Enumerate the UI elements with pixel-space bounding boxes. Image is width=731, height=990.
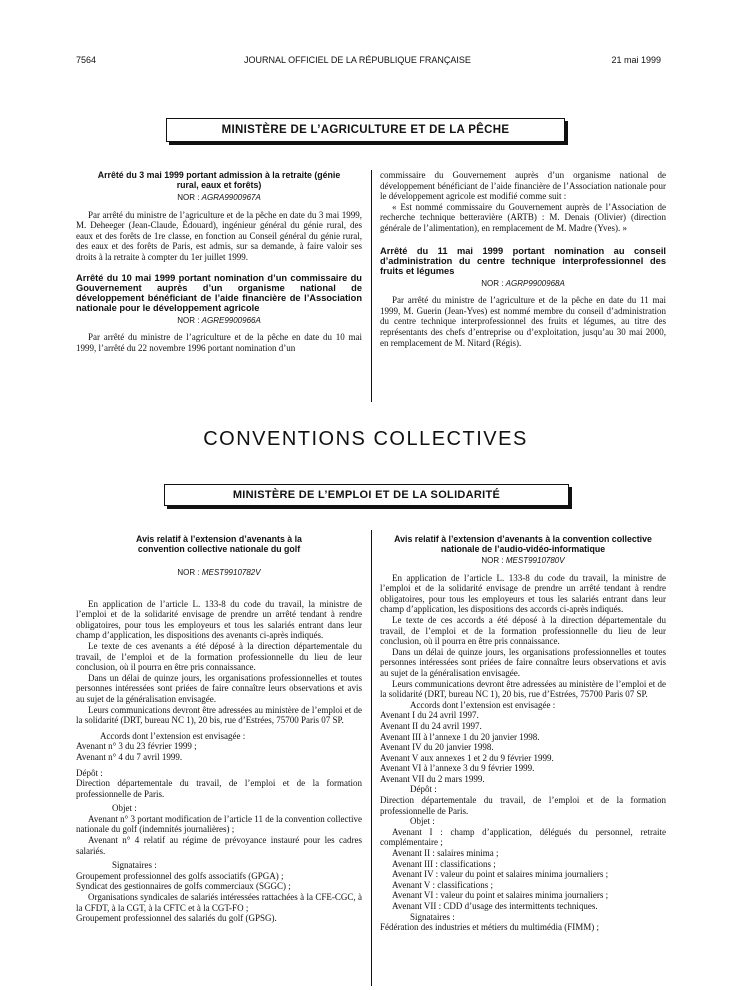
nor-reference [380,556,666,567]
subheading: Dépôt : [76,767,103,778]
arrete-body: Par arrêté du ministre de l’agriculture et de la pêche en date du 10 mai 1999, l’arrêté du 22 novembre 1996 portant nomination d’un [76,332,362,353]
list-item: Avenant II : salaires minima ; [392,848,499,859]
right-column-top [380,170,666,348]
list-item: Avenant n° 3 du 23 février 1999 ; [76,741,197,752]
list-item: Avenant n° 4 du 7 avril 1999. [76,751,183,762]
list-item: Organisations syndicales de salariés intéressées rattachées à la CFE-CGC, à la CFDT, à la CGT, à la CFTC et à la CGT-FO ; [76,892,362,913]
nor-label: NOR : [177,193,200,202]
paragraph: Direction départementale du travail, de l’emploi et de la formation professionnelle de Paris. [380,795,666,816]
list-item: Avenant n° 3 portant modification de l’article 11 de la convention collective nationale du golf (indemnités journalières) ; [76,813,362,835]
paragraph: Leurs communications devront être adressées au ministère de l’emploi et de la solidarité (DRT, bureau NC 1), 20 bis, rue d’Estrées, 75700 Paris 07 SP. [380,678,666,700]
list-item: Avenant V aux annexes 1 et 2 du 9 février 1999. [380,752,554,763]
list-item: Avenant VI : valeur du point et salaires minima journaliers ; [392,890,609,901]
left-column-top [76,170,362,353]
nor-label: NOR : [481,278,504,288]
list-item: Avenant I : champ d’application, délégués du personnel, retraite complémentaire ; [380,826,666,848]
nor-label: NOR : [481,556,504,565]
column-divider [371,170,372,402]
right-column-bottom [380,534,666,933]
list-item: Avenant III : classifications ; [392,858,496,869]
paragraph: Dans un délai de quinze jours, les organisations professionnelles et toutes personnes intéressées sont priées de faire connaître leurs observations et avis au sujet de la généralisation envisagée. [380,646,666,678]
list-item: Avenant VII : CDD d’usage des intermittents techniques. [392,901,598,911]
column-divider [371,530,372,986]
ministry-emploi-heading: MINISTÈRE DE L’EMPLOI ET DE LA SOLIDARITÉ [164,484,569,506]
avis-title: Avis relatif à l’extension d’avenants à la convention collective nationale de l’audio-vidéo-informatique [394,534,652,554]
paragraph: Leurs communications devront être adressées au ministère de l’emploi et de la solidarité (DRT, bureau NC 1), 20 bis, rue d’Estrées, 75700 Paris 07 SP. [76,704,362,726]
paragraph: En application de l’article L. 133-8 du code du travail, la ministre de l’emploi et de la solidarité envisage de prendre un arrêté tendant à rendre obligatoires, pour tous les employeurs et tous les salariés entrant dans leur champ d’application, les dispositions des accords ci-après indiqués. [380,572,666,615]
list-item: Avenant IV : valeur du point et salaires minima journaliers ; [392,869,609,880]
journal-title: JOURNAL OFFICIEL DE LA RÉPUBLIQUE FRANÇAISE [244,55,471,65]
nor-reference [76,568,362,579]
paragraph: En application de l’article L. 133-8 du code du travail, la ministre de l’emploi et de la solidarité envisage de prendre un arrêté tendant à rendre obligatoires, pour tous les employeurs et tous les salariés entrant dans leur champ d’application, les dispositions des avenants ci-après indiqués. [76,598,362,641]
arrete-quote: « Est nommé commissaire du Gouvernement auprès de l’Association de recherche technique betteravière (ARTB) : M. Denais (Olivier) (direction générale de l’alimentation), en remplacement de M. Madre (Yves). » [380,201,666,233]
subheading: Objet : [112,803,137,814]
arrete-body: Par arrêté du ministre de l’agriculture et de la pêche en date du 11 mai 1999, M. Guerin (Jean-Yves) est nommé membre du conseil d’administration du centre technique interprofessionnel des fruits et légumes, au titre des représentants des chefs d’entreprise ou d’exploitation, jusqu’au 30 mai 2000, en remplacement de M. Nitard (Régis). [380,295,666,348]
arrete-title: Arrêté du 11 mai 1999 portant nomination au conseil d’administration du centre technique interprofessionnel des fruits et légumes [380,245,666,276]
list-item: Avenant n° 4 relatif au régime de prévoyance instauré pour les cadres salariés. [76,835,362,856]
list-item: Groupement professionnel des golfs associatifs (GPGA) ; [76,870,284,881]
subheading: Dépôt : [410,784,437,795]
subheading: Accords dont l’extension est envisagée : [410,699,556,710]
paragraph: Dans un délai de quinze jours, les organisations professionnelles et toutes personnes intéressées sont priées de faire connaître leurs observations et avis au sujet de la généralisation envisagée. [76,672,362,704]
nor-code: AGRE9900966A [201,315,261,325]
list-item: Avenant I du 24 avril 1997. [380,710,479,721]
nor-code: MEST9910780V [505,556,565,565]
nor-code: AGRA9900967A [201,193,261,202]
list-item: Avenant III à l’annexe 1 du 20 janvier 1998. [380,731,540,742]
nor-reference [76,316,362,327]
issue-date: 21 mai 1999 [611,55,661,65]
paragraph: Le texte de ces accords a été déposé à la direction départementale du travail, de l’emploi et de la formation professionnelle du lieu de leur conclusion, où il pourra en être pris connaissance. [380,614,666,647]
left-column-bottom [76,534,362,924]
ministry-agriculture-heading: MINISTÈRE DE L’AGRICULTURE ET DE LA PÊCHE [166,118,565,142]
arrete-body: Par arrêté du ministre de l’agriculture et de la pêche en date du 3 mai 1999, M. Deheeger (Jean-Claude, Édouard), ingénieur général du génie rural, des eaux et des forêts de 1re classe, en fonction au Conseil général du génie rural, des eaux et des forêts de Paris, est admis, sur sa demande, à faire valoir ses droits à la retraite à compter du 1er juillet 1999. [76,209,362,262]
subheading: Objet : [410,816,435,827]
arrete-body-continued: commissaire du Gouvernement auprès d’un organisme national de développement bénéficiant de l’aide financière de l’Association nationale pour le développement agricole est modifié comme suit : [380,170,666,202]
list-item: Groupement professionnel des salariés du golf (GPSG). [76,913,277,924]
paragraph: Le texte de ces avenants a été déposé à la direction départementale du travail, de l’emploi et de la formation professionnelle du lieu de leur conclusion, où il pourra en être pris connaissance. [76,640,362,673]
nor-code: MEST9910782V [201,568,261,577]
nor-label: NOR : [177,315,200,325]
nor-code: AGRP9900968A [505,278,565,288]
arrete-title: Arrêté du 3 mai 1999 portant admission à la retraite (génie rural, eaux et forêts) [97,170,341,190]
list-item: Avenant II du 24 avril 1997. [380,720,482,731]
arrete-title: Arrêté du 10 mai 1999 portant nomination d’un commissaire du Gouvernement auprès d’un organisme national de développement bénéficiant de l’aide financière de l’Association nationale pour le développement agricole [76,272,362,313]
section-title: CONVENTIONS COLLECTIVES [203,428,528,450]
subheading: Accords dont l’extension est envisagée : [100,730,246,741]
list-item: Avenant V : classifications ; [392,879,493,890]
subheading: Signataires : [410,911,455,922]
page-number: 7564 [76,55,97,65]
list-item: Syndicat des gestionnaires de golfs commerciaux (SGGC) ; [76,881,291,892]
list-item: Fédération des industries et métiers du multimédia (FIMM) ; [380,922,599,933]
nor-reference [380,279,666,290]
nor-reference [76,193,362,204]
list-item: Avenant IV du 20 janvier 1998. [380,742,494,753]
paragraph: Direction départementale du travail, de l’emploi et de la formation professionnelle de Paris. [76,778,362,799]
avis-title: Avis relatif à l’extension d’avenants à la convention collective nationale du golf [136,534,302,554]
list-item: Avenant VI à l’annexe 3 du 9 février 1999. [380,763,535,774]
subheading: Signataires : [112,860,157,871]
list-item: Avenant VII du 2 mars 1999. [380,773,485,784]
nor-label: NOR : [177,568,200,577]
